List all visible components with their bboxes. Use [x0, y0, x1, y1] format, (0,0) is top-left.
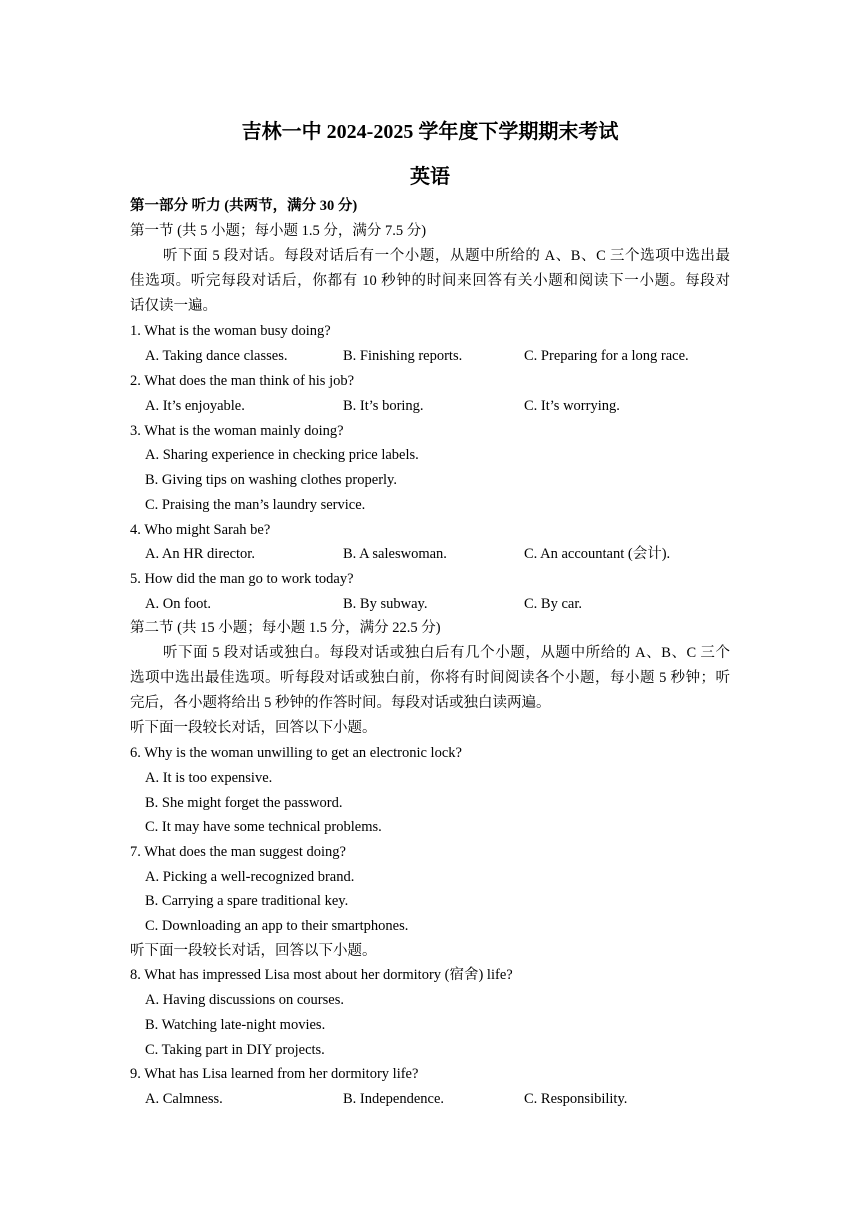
question-7-option-c: C. Downloading an app to their smartphones.	[145, 918, 409, 934]
question-8-option-c: C. Taking part in DIY projects.	[145, 1042, 325, 1058]
question-8-option-a: A. Having discussions on courses.	[145, 992, 344, 1008]
section2-instruction-line3: 完后，各小题将给出 5 秒钟的作答时间。每段对话或独白读两遍。	[130, 695, 551, 711]
question-9-option-a: A. Calmness.	[145, 1091, 223, 1107]
section2-instruction-line2: 选项中选出最佳选项。听每段对话或独白前，你将有时间阅读各个小题，每小题 5 秒钟；听	[130, 670, 730, 686]
question-3-option-b: B. Giving tips on washing clothes properly.	[145, 472, 397, 488]
subject-title: 英语	[410, 166, 450, 188]
question-2-option-c: C. It’s worrying.	[524, 398, 620, 414]
long-dialogue-note: 听下面一段较长对话，回答以下小题。	[130, 720, 377, 736]
question-5-option-c: C. By car.	[524, 596, 582, 612]
question-8-stem: 8. What has impressed Lisa most about her dormitory (宿舍) life?	[130, 967, 513, 983]
question-1-option-c: C. Preparing for a long race.	[524, 348, 689, 364]
question-3-option-a: A. Sharing experience in checking price labels.	[145, 447, 419, 463]
question-2-stem: 2. What does the man think of his job?	[130, 373, 355, 389]
question-9-stem: 9. What has Lisa learned from her dormitory life?	[130, 1066, 419, 1082]
question-9-option-b: B. Independence.	[343, 1091, 445, 1107]
question-6-option-b: B. She might forget the password.	[145, 795, 343, 811]
question-3-stem: 3. What is the woman mainly doing?	[130, 423, 344, 439]
question-5-stem: 5. How did the man go to work today?	[130, 571, 354, 587]
question-4-option-b: B. A saleswoman.	[343, 546, 447, 562]
section1-instruction-line2: 佳选项。听完每段对话后，你都有 10 秒钟的时间来回答有关小题和阅读下一小题。每段对	[130, 273, 730, 289]
question-8-option-b: B. Watching late-night movies.	[145, 1017, 326, 1033]
long-dialogue-note: 听下面一段较长对话，回答以下小题。	[130, 943, 377, 959]
section1-heading: 第一节 (共 5 小题；每小题 1.5 分，满分 7.5 分)	[130, 223, 427, 239]
question-4-option-a: A. An HR director.	[145, 546, 255, 562]
question-7-option-a: A. Picking a well-recognized brand.	[145, 869, 355, 885]
question-6-option-c: C. It may have some technical problems.	[145, 819, 382, 835]
question-4-option-c: C. An accountant (会计).	[524, 546, 671, 562]
section2-instruction-line1: 听下面 5 段对话或独白。每段对话或独白后有几个小题，从题中所给的 A、B、C 三个	[163, 645, 730, 661]
section2-heading: 第二节 (共 15 小题；每小题 1.5 分，满分 22.5 分)	[130, 620, 441, 636]
question-6-stem: 6. Why is the woman unwilling to get an electronic lock?	[130, 745, 462, 761]
question-1-option-a: A. Taking dance classes.	[145, 348, 288, 364]
question-5-option-b: B. By subway.	[343, 596, 428, 612]
question-7-stem: 7. What does the man suggest doing?	[130, 844, 346, 860]
question-9-option-c: C. Responsibility.	[524, 1091, 628, 1107]
question-5-option-a: A. On foot.	[145, 596, 212, 612]
part-heading: 第一部分 听力 (共两节，满分 30 分)	[130, 198, 358, 214]
question-7-option-b: B. Carrying a spare traditional key.	[145, 893, 349, 909]
question-6-option-a: A. It is too expensive.	[145, 770, 273, 786]
question-4-stem: 4. Who might Sarah be?	[130, 522, 271, 538]
section1-instruction-line1: 听下面 5 段对话。每段对话后有一个小题，从题中所给的 A、B、C 三个选项中选出最	[163, 248, 730, 264]
question-2-option-a: A. It’s enjoyable.	[145, 398, 245, 414]
exam-title: 吉林一中 2024-2025 学年度下学期期末考试	[241, 121, 619, 143]
question-3-option-c: C. Praising the man’s laundry service.	[145, 497, 366, 513]
question-1-stem: 1. What is the woman busy doing?	[130, 323, 331, 339]
section1-instruction-line3: 话仅读一遍。	[130, 298, 217, 314]
question-1-option-b: B. Finishing reports.	[343, 348, 463, 364]
question-2-option-b: B. It’s boring.	[343, 398, 424, 414]
